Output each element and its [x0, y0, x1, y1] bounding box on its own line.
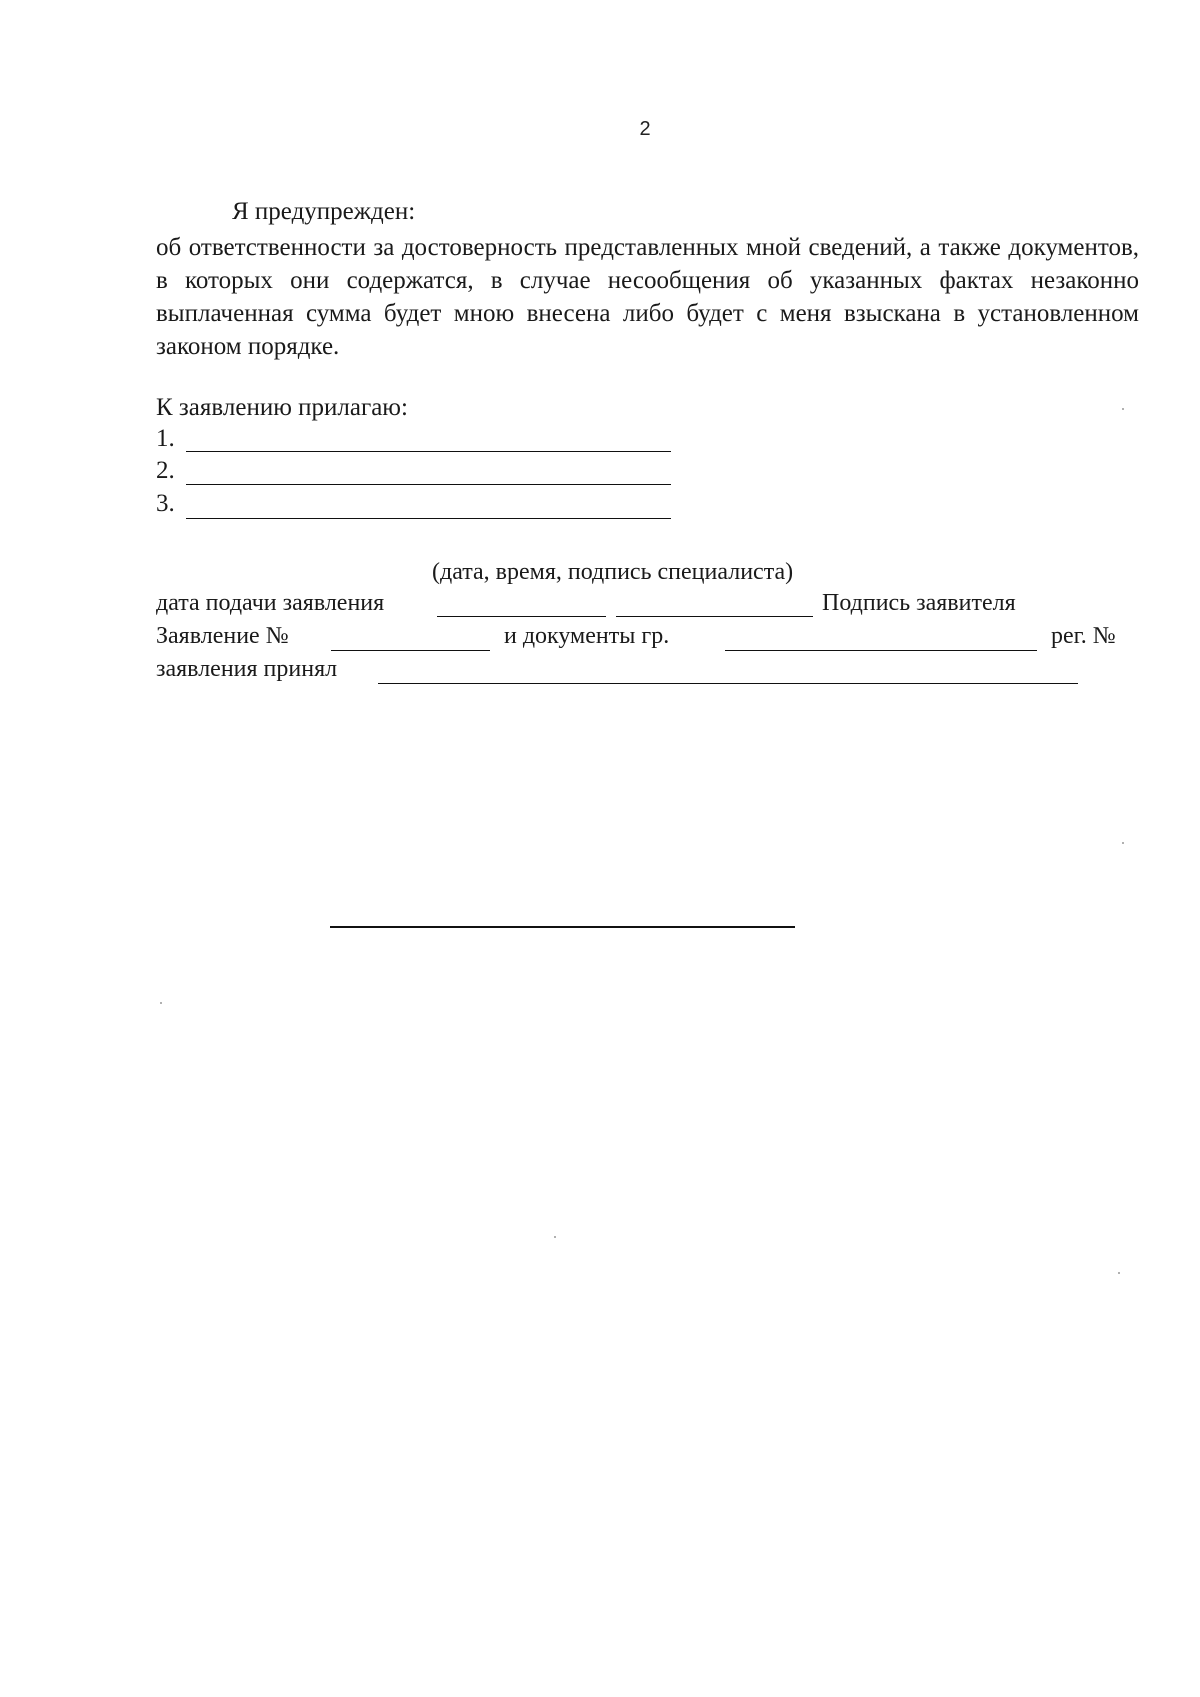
scan-speck [1118, 1272, 1120, 1274]
attachment-line-2[interactable] [186, 484, 671, 485]
attachment-number: 3. [156, 490, 175, 517]
attachment-number: 1. [156, 425, 175, 452]
documents-label: и документы гр. [504, 623, 670, 649]
registration-number-label: рег. № [1051, 623, 1116, 649]
submission-date-line[interactable] [437, 616, 606, 617]
accepted-by-line[interactable] [378, 683, 1078, 684]
attachment-number: 2. [156, 457, 175, 484]
attachment-item-2 [156, 457, 186, 489]
scan-speck [160, 1002, 162, 1004]
attachment-line-3[interactable] [186, 518, 671, 519]
attachment-item-1 [156, 425, 186, 457]
attachment-line-1[interactable] [186, 451, 671, 452]
specialist-caption: (дата, время, подпись специалиста) [432, 559, 794, 585]
warning-heading: Я предупрежден: [232, 198, 416, 225]
page-number: 2 [639, 118, 651, 140]
scan-speck [554, 1236, 556, 1238]
attachment-item-3 [156, 490, 186, 522]
scan-speck [1122, 408, 1124, 410]
separator-line [330, 926, 795, 928]
citizen-name-line[interactable] [725, 650, 1037, 651]
application-number-line[interactable] [331, 650, 490, 651]
warning-paragraph: об ответственности за достоверность представленных мной сведений, а также документов, в которых они содержатся, в случае несообщения об указанных фактах незаконно выплаченная сумма будет мною внесена либо будет с меня взыскана в установленном законом порядке. [156, 234, 1139, 360]
submission-date-label: дата подачи заявления [156, 590, 385, 616]
accepted-by-label: заявления принял [156, 656, 338, 682]
submission-time-line[interactable] [616, 616, 813, 617]
scan-speck [1122, 842, 1124, 844]
attachments-heading: К заявлению прилагаю: [156, 394, 408, 421]
application-number-label: Заявление № [156, 623, 289, 649]
applicant-signature-label: Подпись заявителя [822, 590, 1016, 616]
